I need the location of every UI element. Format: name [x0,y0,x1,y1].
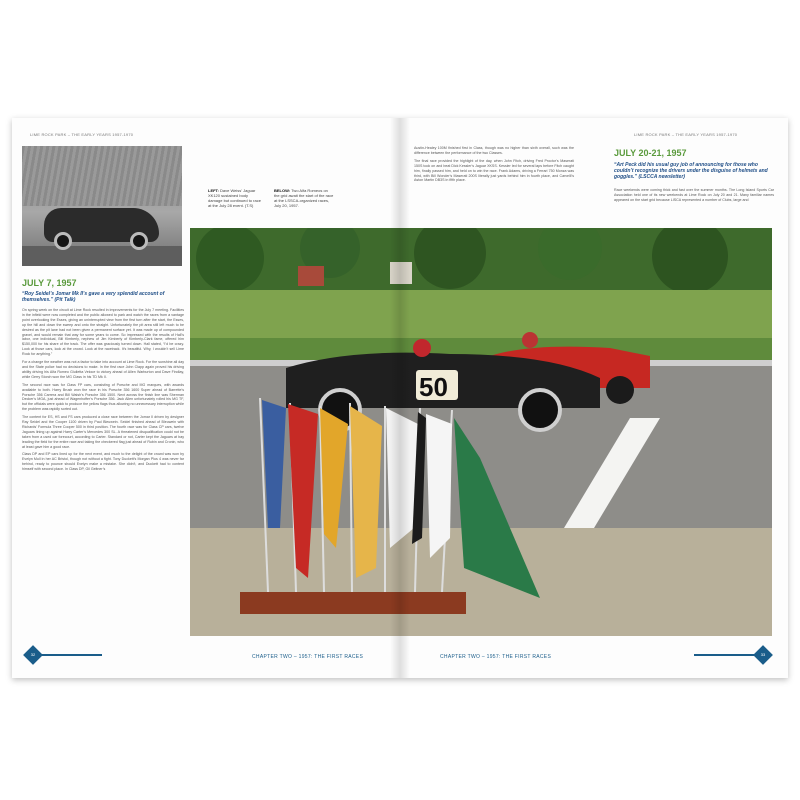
race-photo-svg [190,228,772,636]
left-body-text [22,308,184,475]
car-number: 50 [419,372,448,402]
left-paragraph: Class DP and EP cars lined up for the next event, and much to the delight of the crowd was won by Evelyn Mull in her AC Bristol, though not without a fight. Tony Duckett’s Morgan Plus 4 was never far behind, ready to pounce should Evelyn make a mistake. She didn’t, and Duckett had to content himself with second place. In Class DP, Gil Geitner’s [22,452,184,472]
left-paragraph: On spring week on the circuit at Lime Rock resulted in improvements for the July 7 meeting. Facilities in the infield were now completed and the public allowed to park and watch the races from a vantage point overlooking the Esses, giving an uninterrupted view from the first turn after the start, the Esses, up the hill and down the sweep and onto the straight. Unfortunately the pit area still left much to be desired as the pit lane had not been given a permanent surface yet. It was made up of compounded gravel, and would remain that way for some years to come. So impressed with the results of Hall’s labor, one individual, Bill Kimberly, nephew of Jim Kimberly of Kimberly-Clark fame, offered him $150,000 for his share of the track. The offer was graciously turned down. Hall stated, “I’d be crazy. Look at those cars, look at the crowd. Look at the racetrack. It’s beautiful. Why, I wouldn’t sell Lime Rock for anything.” [22,308,184,357]
left-paragraph: The second race was for Class FP cars, consisting of Porsche and MG marques, with awards available to both. Harry Brush won the race in his Porsche 356 1600 Super ahead of Barrette’s Porsche 356 Carrera and Bill Walsh’s Porsche 356 1500. Next across the finish line was Sherman Decker’s MGA, just ahead of Wagenhoffer’s Porsche 356. Jack Allen unfortunately rolled his MG TF, but the officials were quick to produce the yellow flags thus allowing no unnecessary interruption while the problem was rapidly sorted out. [22,382,184,412]
running-head-right: LIME ROCK PARK – THE EARLY YEARS 1957-1970 [634,132,738,137]
photo-grass [22,146,182,206]
section-quote-left: “Roy Seidel’s Jomar Mk II’s gave a very splendid account of themselves.” (Pit Talk) [22,291,165,303]
footer-left: CHAPTER TWO – 1957: THE FIRST RACES [252,654,364,660]
caption-below [274,188,334,208]
right-body-text [414,146,574,186]
running-head-left: LIME ROCK PARK – THE EARLY YEARS 1957-1970 [30,132,134,137]
left-paragraph: The content for ES, HS and FS cars produced a close race between the Jomar II driven by designer Ray Seidel and the Cooper 1100 driven by Paul Bleuwein. Seidel finished ahead of Bleuwein with Richards’ Formula Three Cooper 500 in third position. The fourth race was for Class CP cars, twelve Jaguars lining up against Harry Carter’s Mercedes 300 SL. A threatened disqualification could not be taken from a used car forecourt, according to Carter. Standard or not, Carter kept the Jaguars at bay leading the field for the entire race and taking the checkered flag just ahead of Rubin and Cronin, who at least gave him a good race. [22,415,184,449]
black-car-wheel-rear [520,390,560,430]
right-paragraph: The final race provided the highlight of the day, when John Fitch, driving Fred Proctor’s Maserati 150S took on and beat Dick Kessler’s Jaguar XKSS. Kessler led for several laps before Fitch caught him, finally passed him, and held on to win the race. Frank Adams, driving a Ferrari 750 Monza was third, with Bill Wonder’s Maserati 200S literally just yards behind him in fourth place, and Carvelli’s Aston Martin DB3S in fifth place. [414,158,574,183]
page-gutter [390,118,410,678]
photo-road [22,246,182,266]
flag-stand-base [240,592,466,614]
caption-left [208,188,262,208]
white-flag-2 [426,414,452,558]
page-number-right-text: 33 [760,652,766,657]
driver-helmet [413,339,431,357]
right-body-text-2 [614,188,774,206]
section-quote-right: “Art Peck did his usual guy job of announcing for those who couldn’t recognize the drivers under the disguise of helmets and goggles.” (LSCCA newsletter) [614,162,768,180]
jaguar-photo [22,146,182,266]
section-date-july-20: JULY 20-21, 1957 [614,148,687,158]
page-number-left-text: 32 [30,652,36,657]
caption-left-text: Dave Weiss’ Jaguar XK120 sustained body damage but continued to race at the July 28 event. (T.S) [208,188,261,208]
footer-right: CHAPTER TWO – 1957: THE FIRST RACES [440,654,552,660]
right-paragraph: Race weekends were coming thick and fast over the summer months. The Long Island Sports Car Association held one of its new weekends at Lime Rock on July 20 and 21. Many familiar names appeared on the start grid because LISCA represented a number of Clubs, large and [614,188,774,202]
red-house [298,266,324,286]
caption-left-label: LEFT: [208,188,219,193]
page-number-left [23,645,43,665]
jaguar-wheel-rear [130,232,148,250]
caption-below-text: Two Alfa Romeos on the grid await the start of the race at the LSSCA-organized races, July 20, 1957. [274,188,334,208]
section-date-july-7: JULY 7, 1957 [22,278,77,288]
red-car-wheel [606,376,634,404]
caption-below-label: BELOW: [274,188,291,193]
page-number-right [753,645,773,665]
race-photo [190,228,772,636]
footer-rule-right [694,654,754,656]
right-paragraph: Austin-Healey 100M finished first in Class, though was no higher than sixth overall, such was the difference between the performance of the two Classes. [414,146,574,155]
driver-helmet-2 [522,332,538,348]
book-spread [12,118,788,678]
footer-rule-left [42,654,102,656]
jaguar-wheel-front [54,232,72,250]
left-paragraph: For a change the weather was not a factor to take into account at Lime Rock. For the sunshine all day and the State police had no decisions to make. In the first race John Clapp again proved his driving ability driving his Alfa Romeo Giulietta Veloce to victory ahead of Allen Warburton and Dave Findlay, while Gerry Storch won the MG Class in his TD Mk II. [22,360,184,379]
